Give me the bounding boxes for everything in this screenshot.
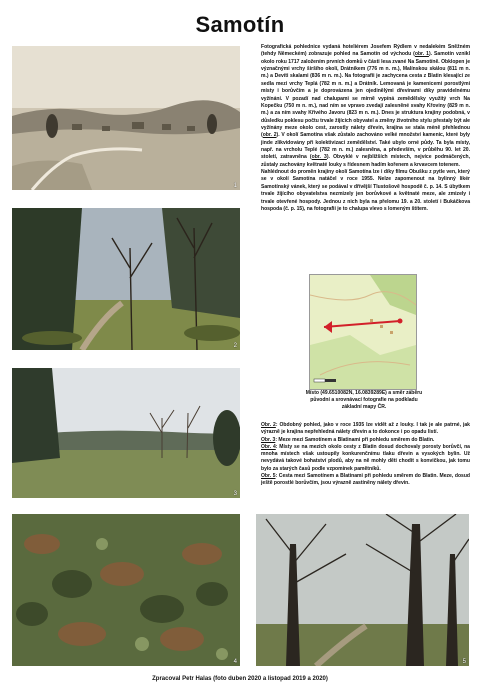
- page-title: Samotín: [195, 12, 285, 37]
- caption-text: : Cesta mezi Samotínem a Blatinami při pohledu směrem do Blatin. Meze, dosud ještě porostlé borůvčím, jsou výrazně zastíněny nálety dřevin.: [261, 472, 470, 486]
- figure-captions: [261, 422, 470, 487]
- photo-2-forest-path: [12, 208, 240, 350]
- photo-number: 1: [233, 183, 237, 189]
- caption-label: Obr. 4: [261, 443, 276, 450]
- photo-5-trees-path: [256, 514, 469, 666]
- photo-3-meadow: [12, 368, 240, 498]
- caption-text: : Obdobný pohled, jako v roce 1935 lze vidět až z louky. I tak je ale patrné, jak výrazně je krajina nepřehledná nálety dřevin a to dokonce i po opadu listí.: [261, 422, 470, 436]
- text: ). Obvyklé v nejbližších místech, nejvíce podmáčených, zůstaly zachovány květnaté louky s řídesnem hadím kořenem a krvavcem totenem.: [261, 154, 471, 168]
- caption-3: [261, 437, 470, 444]
- caption-4: [261, 444, 470, 473]
- photo-number: 4: [233, 659, 237, 665]
- main-text: [261, 44, 470, 213]
- photo-4-blueberries: [12, 514, 240, 666]
- caption-label: Obr. 5: [261, 472, 276, 479]
- figure-ref: obr. 1: [414, 51, 429, 58]
- paragraph: [261, 44, 470, 169]
- photo-1-postcard: [12, 46, 240, 190]
- photo-number: 3: [233, 491, 237, 497]
- text: ). Samotín vznikl okolo roku 1717 založením prvních domků v části lesa zvané Na Samotíně. Obklopen je význačnými vrchy širšího okolí, Drátníkem (776 m n. m.), Malínskou skálou (811 m n. m.) a Devíti skalami (836 m n. m.). Na fotografii je zachycena cesta z Blatin klesající ze sedla mezi vrchy Teplá (782 m n. m.) a Drátník. Lemovaná je kamenicemi porostlými místy i borůvčím a je doprovázena jen ojedinělými dřevinami díky pravidelnému vyžínání. V pozadí nad chalupami se mírně vypíná zemědělsky využitý vrch Na Kopečku (750 m n. m.), nad ním se vpravo zvedají zalesněné svahy Křoviny (829 m n. m.) a za ním svahy Křivého Javoru (823 m n. m.). Dnes je struktura krajiny podobná, v důsledku poklesu počtu trvale žijících obyvatel a změny životního stylu přestaly být ale vyžínány meze okolo cest, zarostly nálety dřevin, krajina se stala méně přehlednou (: [261, 51, 471, 139]
- figure-ref: obr. 2: [262, 132, 277, 139]
- caption-5: [261, 473, 470, 488]
- caption-2: [261, 422, 470, 437]
- caption-label: Obr. 3: [261, 436, 276, 443]
- caption-text: : Meze mezi Samotínem a Blatinami při pohledu směrem do Blatin.: [275, 436, 435, 443]
- paragraph: Nahlédnout do proměn krajiny okolí Samotína lze i díky filmu Obušku z pytle ven, který se v okolí Samotína natáčel v roce 1955. Nelze zapomenout na bylinný likér Samotínský vánek, který se podával v dřívější Tlustošově hospodě č. p. 14. S úbytkem trvale žijícího obyvatelstva nezmizely jen borůvkové a květnaté meze, ale zmizely i trvale otevřené hospody. Jednou z nich byla na přelomu 19. a 20. století i Bukáčkova hospoda (č. p. 15), na fotografii je to chalupa vlevo s lomeným štítem.: [261, 169, 470, 212]
- text: ). V okolí Samotína však zůstalo zachováno velké množství kamenic, které byly jinde zlikvidovány při kolektivizaci zemědělství. Také ubylo orné půdy. Ta byla místy, např. na vrcholu Teplé (782 m n. m.) zalesněna, a především, v průběhu 90. let 20. století, zatravněna (: [261, 132, 470, 161]
- text: Fotografická pohlednice vydaná hoteliérem Josefem Rýdlem v nedalekém Sněžném (tehdy Německém) zobrazuje pohled na Samotín od východu (: [261, 44, 470, 58]
- caption-text: : Místy se na mezích okolo cesty z Blatin dosud dochovaly porosty borůvčí, na mnoha místech však ustoupily konkurenčnímu tlaku dřevin a vysokých bylin. Už nevydává takové bohatství plodů, aby na ně mohly děti chodit s konvičkou, jak tomu bylo za starých časů podle vzpomínek pamětníků.: [261, 443, 470, 472]
- caption-label: Obr. 2: [261, 422, 276, 428]
- photo-number: 5: [462, 659, 466, 665]
- map-caption: Místo (49.6510082N, 16.0839289E) a směr záběru původní a srovnávací fotografie na podkladu základní mapy ČR.: [305, 390, 423, 411]
- location-map: [309, 274, 417, 390]
- credit-line: Zpracoval Petr Halas (foto duben 2020 a listopad 2019 a 2020): [152, 676, 328, 682]
- figure-ref: obr. 3: [311, 154, 327, 161]
- photo-number: 2: [233, 343, 237, 349]
